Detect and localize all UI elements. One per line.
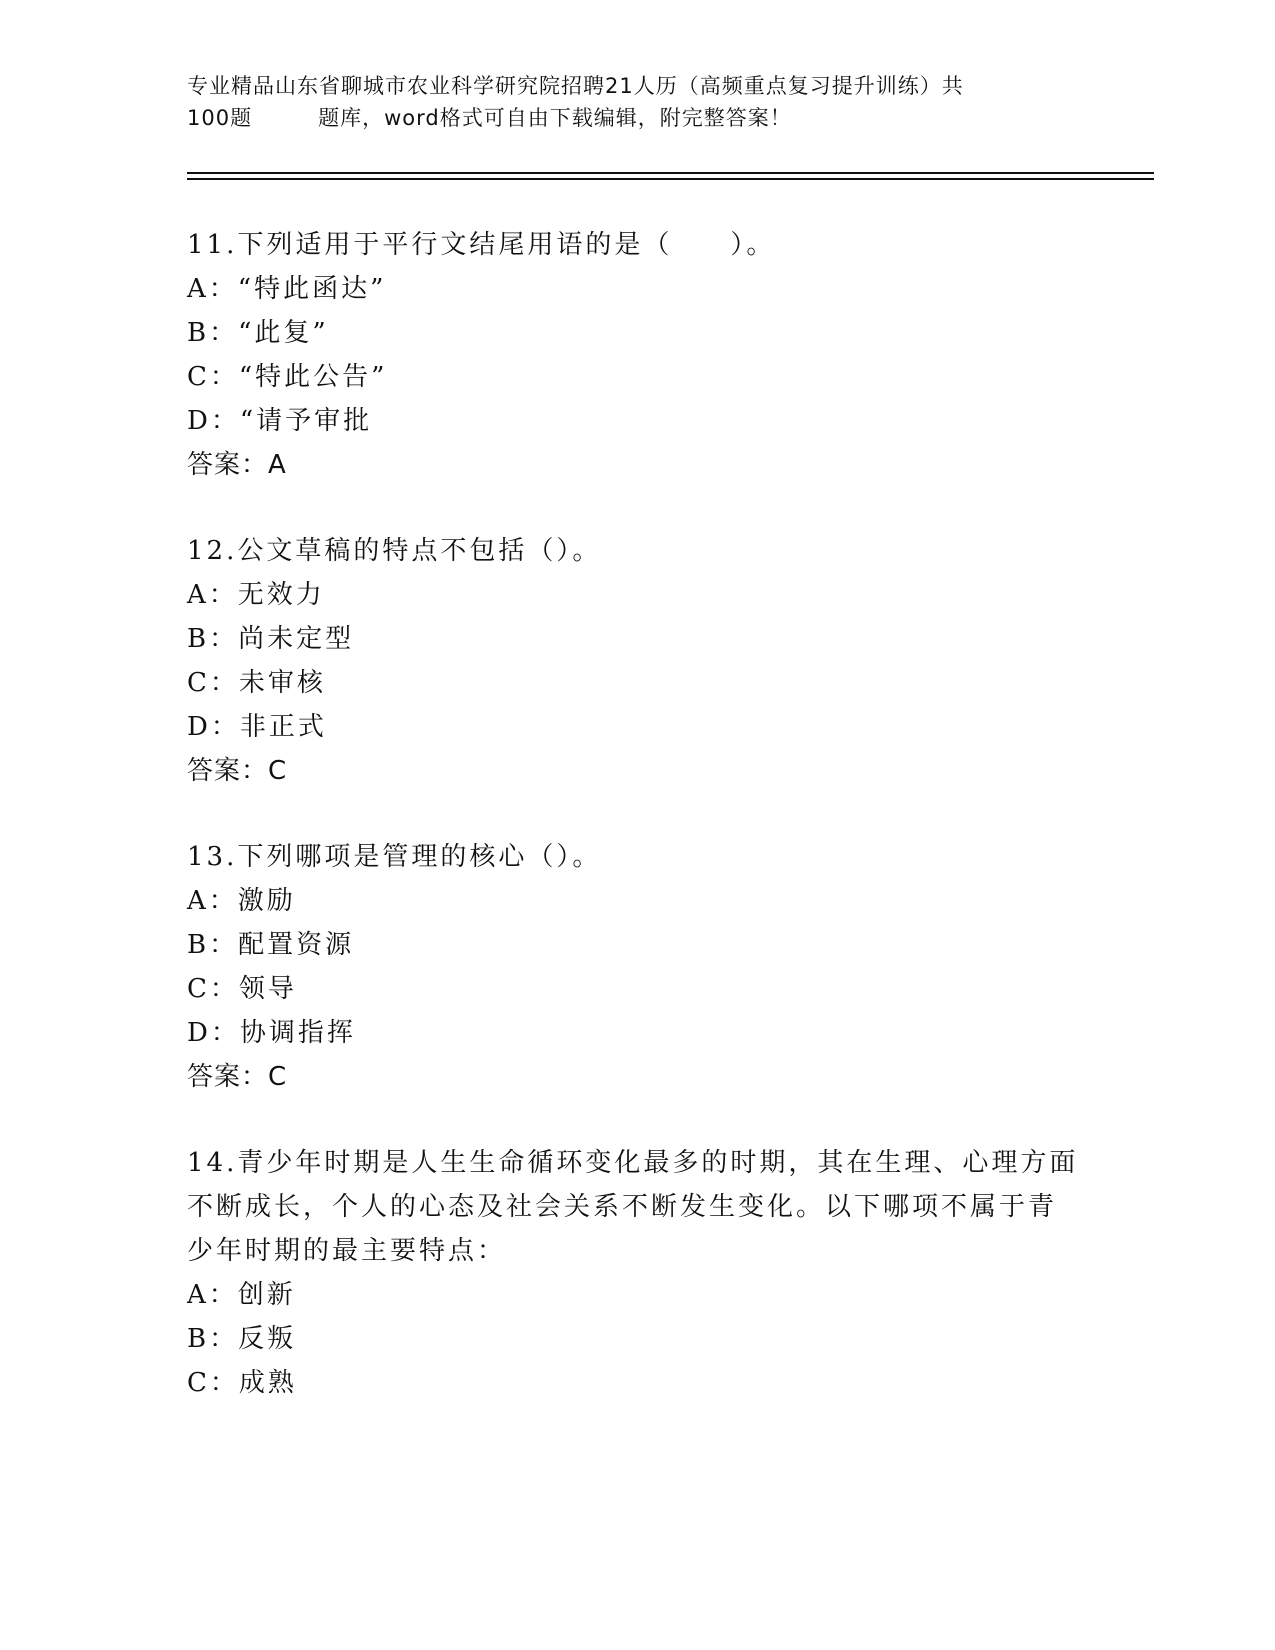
option-c: C：成熟 [187, 1368, 297, 1398]
question-title: 11.下列适用于平行文结尾用语的是（ ）。 [187, 230, 776, 260]
option-a: A：“特此函达” [187, 274, 387, 304]
answer: 答案：A [187, 450, 287, 480]
header-title-line-2: 100题 题库，word格式可自由下载编辑，附完整答案！ [187, 106, 792, 130]
header-divider-bottom [187, 178, 1154, 180]
option-c: C：“特此公告” [187, 362, 388, 392]
option-b: B：“此复” [187, 318, 329, 348]
option-b: B：尚未定型 [187, 624, 355, 654]
option-d: D：协调指挥 [187, 1018, 356, 1048]
option-a: A：激励 [187, 886, 296, 916]
option-a: A：无效力 [187, 580, 325, 610]
question-title: 12.公文草稿的特点不包括（）。 [187, 536, 602, 566]
header-divider-top [187, 172, 1154, 174]
option-b: B：配置资源 [187, 930, 355, 960]
option-d: D：“请予审批 [187, 406, 373, 436]
question-title-line-2: 不断成长，个人的心态及社会关系不断发生变化。以下哪项不属于青 [187, 1192, 1058, 1222]
header-title-line-1: 专业精品山东省聊城市农业科学研究院招聘21人历（高频重点复习提升训练）共 [187, 74, 964, 98]
option-b: B：反叛 [187, 1324, 297, 1354]
answer: 答案：C [187, 1062, 288, 1092]
option-d: D：非正式 [187, 712, 327, 742]
question-title: 13.下列哪项是管理的核心（）。 [187, 842, 602, 872]
option-a: A：创新 [187, 1280, 296, 1310]
question-title-line-3: 少年时期的最主要特点： [187, 1236, 507, 1266]
question-title-line-1: 14.青少年时期是人生生命循环变化最多的时期，其在生理、心理方面 [187, 1148, 1079, 1178]
option-c: C：未审核 [187, 668, 326, 698]
option-c: C：领导 [187, 974, 297, 1004]
answer: 答案：C [187, 756, 288, 786]
